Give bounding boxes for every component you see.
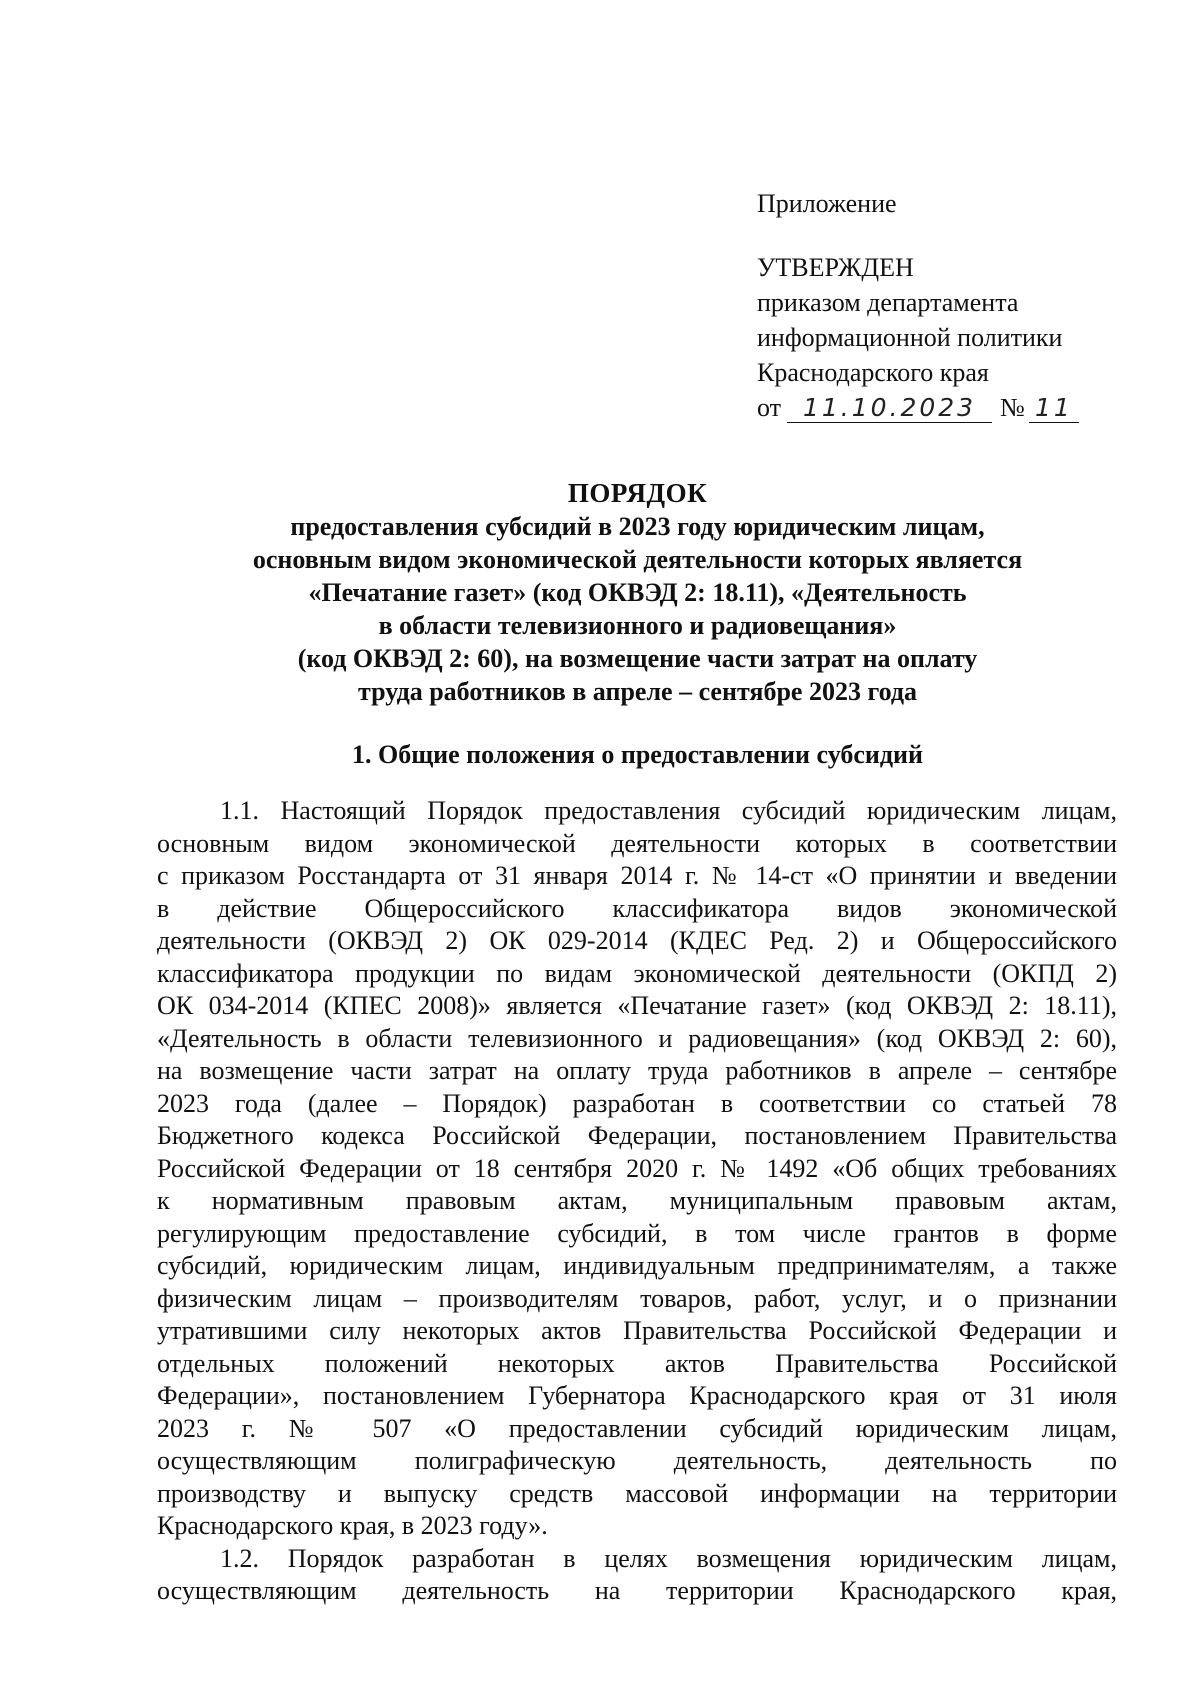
text-line: Краснодарского края, в 2023 году». [157, 1511, 548, 1540]
number-prefix: № [1000, 393, 1025, 422]
handwritten-date: 11.10.2023 [787, 394, 992, 423]
text-line: отдельных положений некоторых актов Правительства Российской [157, 1348, 1117, 1378]
section-heading: 1. Общие положения о предоставлении субсидий [351, 740, 924, 769]
text-line: Российской Федерации от 18 сентября 2020 г. № 1492 «Об общих требованиях [157, 1153, 1117, 1183]
text-line: с приказом Росстандарта от 31 января 2014 г. № 14-ст «О принятии и введении [157, 861, 1117, 890]
date-prefix: от [757, 393, 782, 422]
date-number-line [757, 390, 1117, 425]
text-line: 1.2. Порядок разработан в целях возмещения юридическим лицам, [220, 1543, 1117, 1573]
title-line: предоставления субсидий в 2023 году юридическим лицам, [290, 512, 985, 541]
text-line: «Деятельность в области телевизионного и радиовещания» (код ОКВЭД 2: 60), [157, 1023, 1117, 1053]
text-line: деятельности (ОКВЭД 2) ОК 029-2014 (КДЕС Ред. 2) и Общероссийского [157, 926, 1117, 955]
text-line: 2023 г. № 507 «О предоставлении субсидий юридическим лицам, [157, 1413, 1117, 1443]
document-title: ПОРЯДОК [567, 478, 708, 508]
text-line: ОК 034-2014 (КПЕС 2008)» является «Печатание газет» (код ОКВЭД 2: 18.11), [157, 991, 1117, 1020]
body-text [157, 795, 1117, 1608]
approved-label: УТВЕРЖДЕН [757, 253, 914, 282]
text-line: классификатора продукции по видам экономической деятельности (ОКПД 2) [157, 958, 1117, 988]
document-title-block [150, 477, 1125, 708]
text-line: физическим лицам – производителям товаров, работ, услуг, и о признании [157, 1283, 1117, 1313]
text-line: субсидий, юридическим лицам, индивидуальным предпринимателям, а также [157, 1251, 1117, 1280]
title-line: (код ОКВЭД 2: 60), на возмещение части затрат на оплату [297, 644, 978, 673]
text-line: осуществляющим деятельность на территории Краснодарского края, [157, 1576, 1117, 1605]
text-line: производству и выпуску средств массовой информации на территории [157, 1478, 1117, 1508]
text-line: осуществляющим полиграфическую деятельность, деятельность по [157, 1446, 1117, 1475]
text-line: на возмещение части затрат на оплату труда работников в апреле – сентябре [157, 1056, 1117, 1085]
text-line: основным видом экономической деятельности которых в соответствии [157, 828, 1117, 858]
paragraph-1-2 [157, 1543, 1117, 1608]
appendix-label: Приложение [757, 189, 897, 218]
text-line: 1.1. Настоящий Порядок предоставления субсидий юридическим лицам, [220, 796, 1117, 825]
title-line: в области телевизионного и радиовещания» [378, 611, 897, 640]
approval-line-2: информационной политики [757, 323, 1063, 352]
text-line: Федерации», постановлением Губернатора Краснодарского края от 31 июля [157, 1381, 1117, 1410]
handwritten-number: 11 [1029, 394, 1079, 423]
title-line: «Печатание газет» (код ОКВЭД 2: 18.11), «Деятельность [308, 578, 967, 607]
text-line: в действие Общероссийского классификатора видов экономической [157, 893, 1117, 923]
text-line: утратившими силу некоторых актов Правительства Российской Федерации и [157, 1316, 1117, 1345]
title-line: основным видом экономической деятельности которых является [252, 545, 1023, 574]
approval-line-3: Краснодарского края [757, 358, 989, 387]
approval-line-1: приказом департамента [757, 288, 1019, 317]
text-line: к нормативным правовым актам, муниципальным правовым актам, [157, 1186, 1117, 1215]
approval-block [757, 186, 1117, 425]
text-line: Бюджетного кодекса Российской Федерации, постановлением Правительства [157, 1121, 1117, 1150]
title-line: труда работников в апреле – сентябре 2023 года [358, 677, 917, 706]
text-line: регулирующим предоставление субсидий, в том числе грантов в форме [157, 1218, 1117, 1248]
text-line: 2023 года (далее – Порядок) разработан в соответствии со статьей 78 [157, 1088, 1117, 1118]
paragraph-1-1 [157, 795, 1117, 1543]
